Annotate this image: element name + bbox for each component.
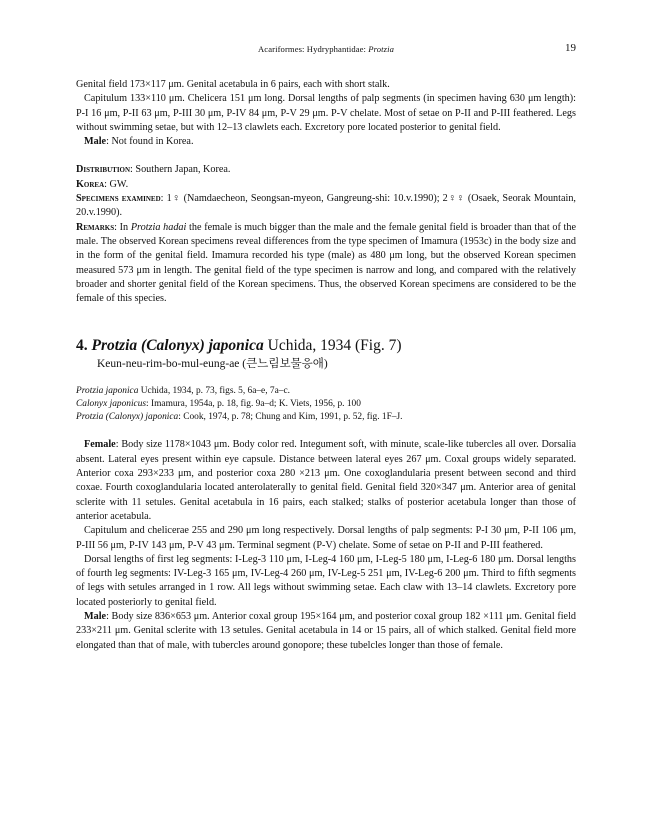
synonym-name: Calonyx japonicus — [76, 399, 147, 410]
synonymy-list — [76, 385, 576, 424]
synonym-citation: : Imamura, 1954a, p. 18, fig. 9a–d; K. Viets, 1956, p. 100 — [146, 399, 361, 410]
specimens-label: Specimens examined — [76, 193, 161, 205]
synonym-entry — [76, 385, 576, 398]
remarks-label: Remarks — [76, 221, 115, 233]
distribution-label: Distribution — [76, 164, 131, 176]
remarks-species-name: Protzia hadai — [130, 221, 187, 233]
genital-field-paragraph: Genital field 173×117 μm. Genital acetabula in 6 pairs, each with short stalk. — [76, 79, 390, 90]
species-genus: Protzia — [91, 337, 138, 355]
distribution-paragraph — [76, 163, 576, 177]
korean-common-name: Keun-neu-rim-bo-mul-eung-ae (큰느림보물응애) — [97, 358, 328, 371]
synonym-name: Protzia (Calonyx) japonica — [76, 412, 179, 423]
species-title — [76, 336, 576, 356]
female-legs-paragraph: Dorsal lengths of first leg segments: I-Leg-3 110 μm, I-Leg-4 160 μm, I-Leg-5 180 μm, I-Leg-6 180 μm. Dorsal lengths of fourth leg segments: IV-Leg-3 165 μm, IV-Leg-4 260 μm, IV-Leg-5 251 μm, IV-Leg-6 200 μm. Third to fifth segments of legs with setules arranged in 1 row. All legs without swimming setae. Each claw with 13–14 clawlets. Excretory pore located posteriorly to genital field. — [76, 553, 576, 608]
female-text: : Body size 1178×1043 μm. Body color red. Integument soft, with minute, scale-like tubercles all over. Dorsalia absent. Lateral eyes present within eye capsule. Distance between lateral eyes 267 μm. Coxal groups widely separated. Anterior coxa 293×233 μm, and posterior coxa 280 ×213 μm. One coxoglandularia present between second and third coxae. Fourth coxoglandularia located anterolaterally to genital field. Genital field 320×347 μm. Anterior area of genital sclerite with 11 setules. Genital acetabula in 16 pairs, each stalked; stalks of posterior acetabula longer than those of anterior acetabula. — [76, 439, 576, 522]
female-paragraph — [76, 438, 576, 524]
male-label: Male — [84, 136, 107, 148]
male-paragraph — [76, 610, 576, 653]
korea-paragraph — [76, 178, 576, 192]
male-description-text: : Body size 836×653 μm. Anterior coxal group 195×164 μm, and posterior coxal group 182 ×111 μm. Genital field 233×211 μm. Genital sclerite with 13 setules. Genital acetabula in 14 or 15 pairs, all of which stalked. Genital field more elongated than that of male, with tubercles around gonopore; these tubelcles longer than those of female. — [76, 611, 576, 651]
species-subgenus: (Calonyx) — [141, 337, 205, 355]
running-head-genus: Protzia — [368, 44, 394, 54]
species-author: Uchida, 1934 (Fig. 7) — [267, 337, 402, 355]
synonym-citation: Uchida, 1934, p. 73, figs. 5, 6a–e, 7a–c. — [138, 386, 290, 397]
female-label: Female — [84, 439, 116, 451]
male-note-text: : Not found in Korea. — [106, 136, 194, 148]
korea-text: : GW. — [104, 178, 129, 190]
male-note-paragraph — [76, 135, 576, 149]
synonym-entry — [76, 398, 576, 411]
body-text — [76, 78, 576, 653]
female-capitulum-paragraph: Capitulum and chelicerae 255 and 290 μm long respectively. Dorsal lengths of palp segments: P-I 30 μm, P-II 106 μm, P-III 56 μm, P-IV 143 μm, P-V 43 μm. Terminal segment (P-V) chelate. Some of setae on P-II and P-III feathered. — [76, 525, 576, 551]
capitulum-paragraph: Capitulum 133×110 μm. Chelicera 151 μm long. Dorsal lengths of palp segments (in specimen having 630 μm length): P-I 16 μm, P-II 63 μm, P-III 30 μm, P-IV 84 μm, P-V 29 μm. P-V chelate. Most of setae on P-II and P-III feathered. Legs without swimming setae, but with 12–13 clawlets each. Excretory pore located posterior to genital field. — [76, 93, 576, 133]
species-epithet: japonica — [208, 337, 264, 355]
specimens-paragraph — [76, 192, 576, 221]
species-subgenus-wrap — [141, 337, 205, 354]
synonym-citation: : Cook, 1974, p. 78; Chung and Kim, 1991, p. 52, fig. 1F–J. — [178, 412, 403, 423]
species-number: 4. — [76, 337, 88, 355]
specimens-text: : 1♀ (Namdaecheon, Seongsan-myeon, Gangreung-shi: 10.v.1990); 2♀♀ (Osaek, Seorak Mountain, 20.v.1990). — [76, 193, 576, 219]
species-heading — [76, 336, 576, 373]
remarks-paragraph — [76, 221, 576, 307]
remarks-lead: : In — [114, 221, 131, 233]
synonym-entry — [76, 411, 576, 424]
remarks-text: the female is much bigger than the male and the female genital field is broader than that of the male. The observed Korean specimens reveal differences from the type specimen of Imamura (1953c) in the body size and in the form of the genital field. Imamura recorded his type (male) as 480 μm long, but the observed Korean specimen measured 573 μm in length. The genital field of the type specimen is narrow and long, and compared with the relatively broader and shorter genital field of the Korean specimens. Thus, the observed Korean specimens are considered to be the female of this species. — [76, 221, 576, 305]
distribution-text: : Southern Japan, Korea. — [130, 164, 231, 176]
synonym-name: Protzia japonica — [76, 386, 139, 397]
korea-label: Korea — [76, 178, 105, 190]
male-description-label: Male — [84, 611, 107, 623]
page-number: 19 — [565, 42, 576, 54]
running-head — [76, 44, 576, 54]
running-head-text: Acariformes: Hydryphantidae: — [258, 44, 369, 54]
